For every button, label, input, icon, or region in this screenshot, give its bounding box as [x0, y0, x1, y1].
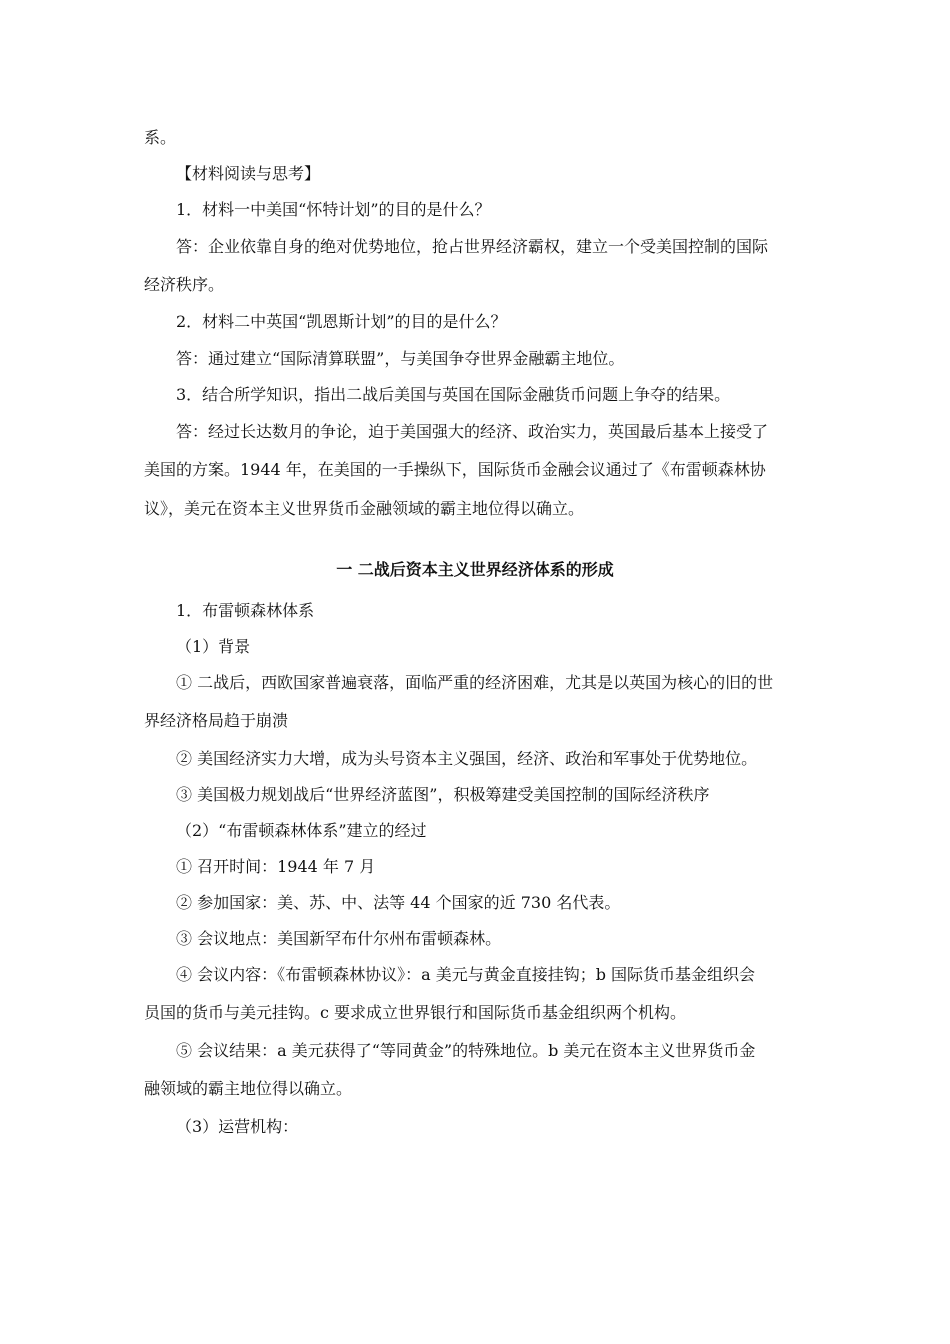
answer-line: 答：企业依靠自身的绝对优势地位，抢占世界经济霸权，建立一个受美国控制的国际 — [176, 237, 769, 256]
list-item: ⑤ 会议结果：a 美元获得了“等同黄金”的特殊地位。b 美元在资本主义世界货币金 — [176, 1041, 756, 1060]
section-label: 【材料阅读与思考】 — [176, 164, 321, 183]
list-item: ① 召开时间：1944 年 7 月 — [176, 857, 376, 876]
text-line: 议》，美元在资本主义世界货币金融领域的霸主地位得以确立。 — [144, 499, 585, 518]
list-item: ② 美国经济实力大增，成为头号资本主义强国，经济、政治和军事处于优势地位。 — [176, 749, 758, 768]
subheading-line: 1．布雷顿森林体系 — [176, 601, 315, 620]
text-line: 系。 — [144, 128, 177, 147]
subheading-line: （2）“布雷顿森林体系”建立的经过 — [176, 821, 427, 840]
list-item: ③ 会议地点：美国新罕布什尔州布雷顿森林。 — [176, 929, 502, 948]
list-item: ② 参加国家：美、苏、中、法等 44 个国家的近 730 名代表。 — [176, 893, 621, 912]
list-item: ③ 美国极力规划战后“世界经济蓝图”，积极筹建受美国控制的国际经济秩序 — [176, 785, 710, 804]
question-line: 1．材料一中美国“怀特计划”的目的是什么？ — [176, 200, 491, 219]
question-line: 2．材料二中英国“凯恩斯计划”的目的是什么？ — [176, 312, 507, 331]
subheading-line: （3）运营机构： — [176, 1117, 299, 1136]
text-line: 员国的货币与美元挂钩。c 要求成立世界银行和国际货币基金组织两个机构。 — [144, 1003, 687, 1022]
list-item: ④ 会议内容：《布雷顿森林协议》：a 美元与黄金直接挂钩；b 国际货币基金组织会 — [176, 965, 756, 984]
text-line: 经济秩序。 — [144, 275, 225, 294]
subheading-line: （1）背景 — [176, 637, 251, 656]
text-line: 融领域的霸主地位得以确立。 — [144, 1079, 353, 1098]
question-line: 3．结合所学知识，指出二战后美国与英国在国际金融货币问题上争夺的结果。 — [176, 385, 731, 404]
answer-line: 答：通过建立“国际清算联盟”，与美国争夺世界金融霸主地位。 — [176, 349, 625, 368]
list-item: ① 二战后，西欧国家普遍衰落，面临严重的经济困难，尤其是以英国为核心的旧的世 — [176, 673, 774, 692]
text-line: 界经济格局趋于崩溃 — [144, 711, 289, 730]
answer-line: 答：经过长达数月的争论，迫于美国强大的经济、政治实力，英国最后基本上接受了 — [176, 422, 769, 441]
text-line: 美国的方案。1944 年，在美国的一手操纵下，国际货币金融会议通过了《布雷顿森林协 — [144, 460, 766, 479]
section-heading: 一 二战后资本主义世界经济体系的形成 — [336, 560, 614, 579]
